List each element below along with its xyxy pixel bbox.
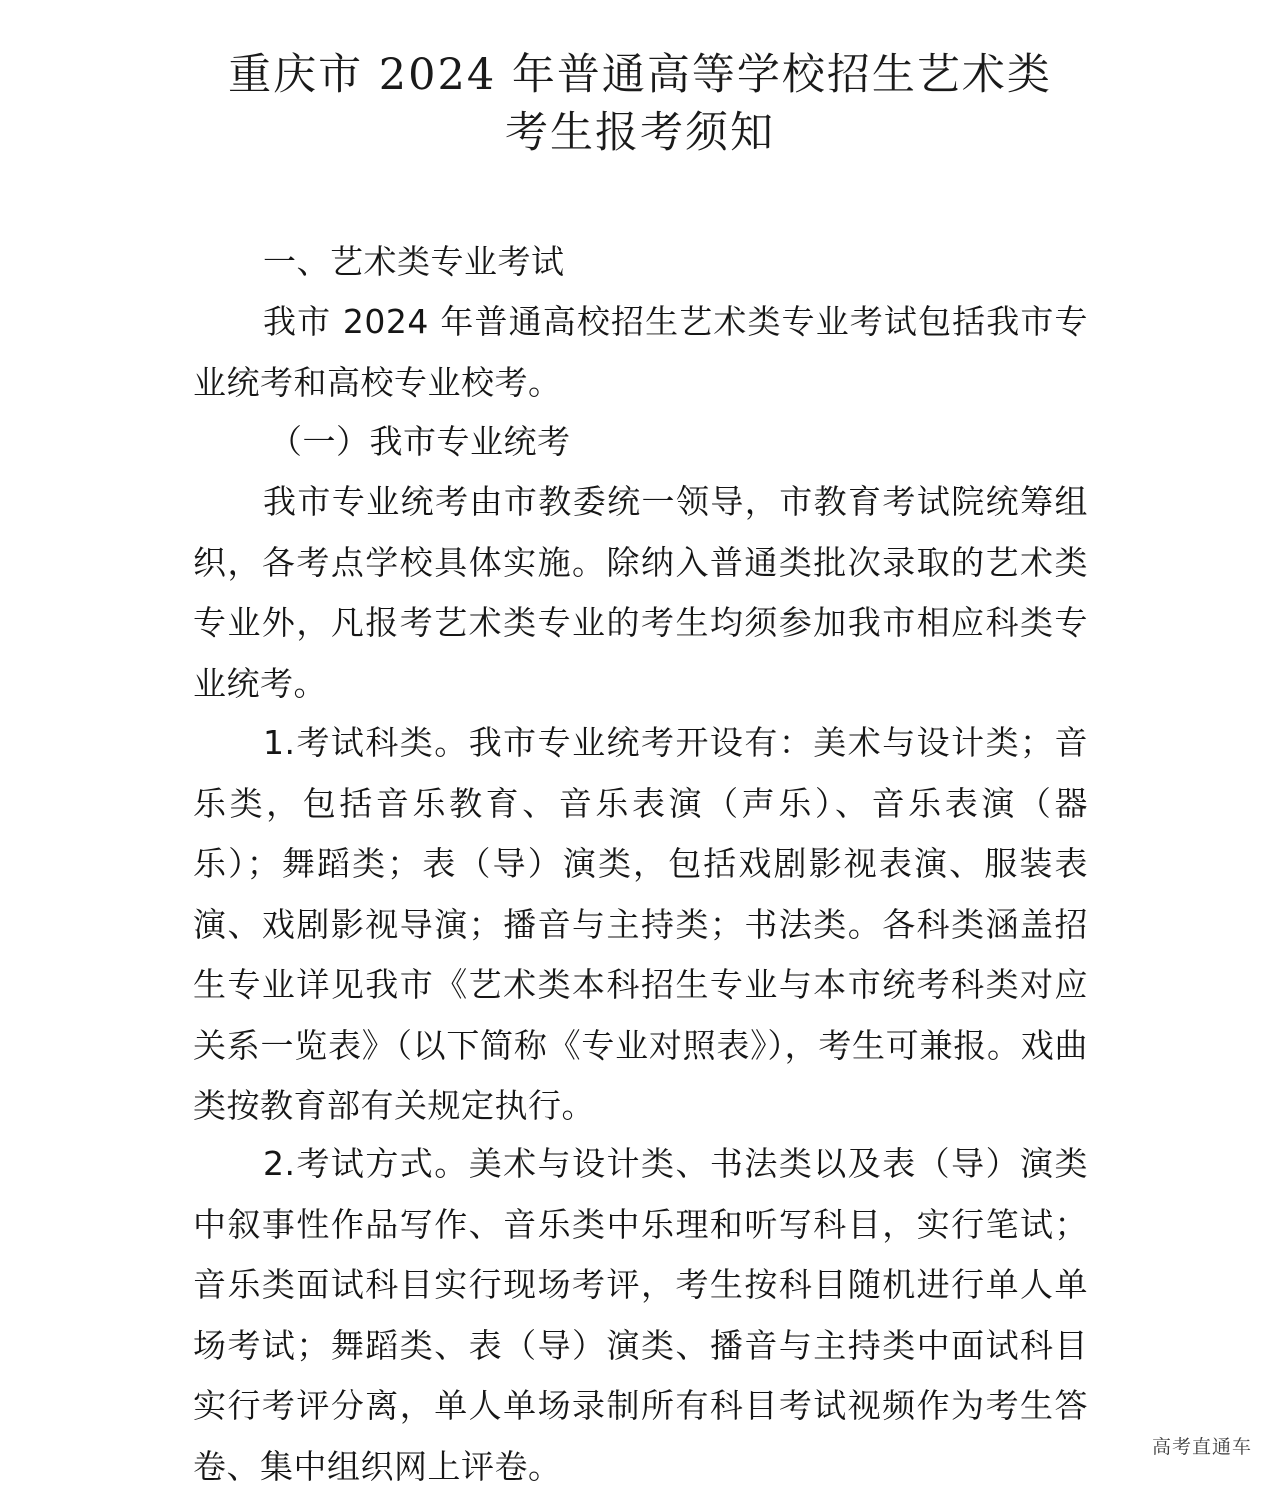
source-watermark: 高考直通车 [1151, 1436, 1252, 1458]
document-title-line-2: 考生报考须知 [505, 108, 775, 158]
intro-paragraph [193, 292, 1088, 413]
unified-exam-paragraph-text: 我市专业统考由市教委统一领导，市教育考试院统筹组织，各考点学校具体实施。除纳入普通类批次录取的艺术类专业外，凡报考艺术类专业的考生均须参加我市相应科类专业统考。 [193, 482, 1088, 703]
exam-methods-paragraph [193, 1134, 1088, 1497]
document-title-line-1: 重庆市 2024 年普通高等学校招生艺术类 [228, 50, 1052, 100]
section-heading-text: 一、艺术类专业考试 [263, 242, 565, 281]
exam-methods-paragraph-text: 2.考试方式。美术与设计类、书法类以及表（导）演类中叙事性作品写作、音乐类中乐理和听写科目，实行笔试；音乐类面试科目实行现场考评，考生按科目随机进行单人单场考试；舞蹈类、表（导）演类、播音与主持类中面试科目实行考评分离，单人单场录制所有科目考试视频作为考生答卷、集中组织网上评卷。 [193, 1144, 1088, 1486]
section-heading [193, 232, 1088, 293]
subsection-heading-text: （一）我市专业统考 [269, 422, 571, 461]
exam-categories-paragraph [193, 713, 1088, 1137]
subsection-heading [193, 412, 1088, 473]
unified-exam-paragraph [193, 472, 1088, 714]
exam-categories-paragraph-text: 1.考试科类。我市专业统考开设有：美术与设计类；音乐类，包括音乐教育、音乐表演（声乐）、音乐表演（器乐）；舞蹈类；表（导）演类，包括戏剧影视表演、服装表演、戏剧影视导演；播音与主持类；书法类。各科类涵盖招生专业详见我市《艺术类本科招生专业与本市统考科类对应关系一览表》（以下简称《专业对照表》），考生可兼报。戏曲类按教育部有关规定执行。 [193, 723, 1088, 1125]
intro-paragraph-text: 我市 2024 年普通高校招生艺术类专业考试包括我市专业统考和高校专业校考。 [193, 302, 1088, 402]
